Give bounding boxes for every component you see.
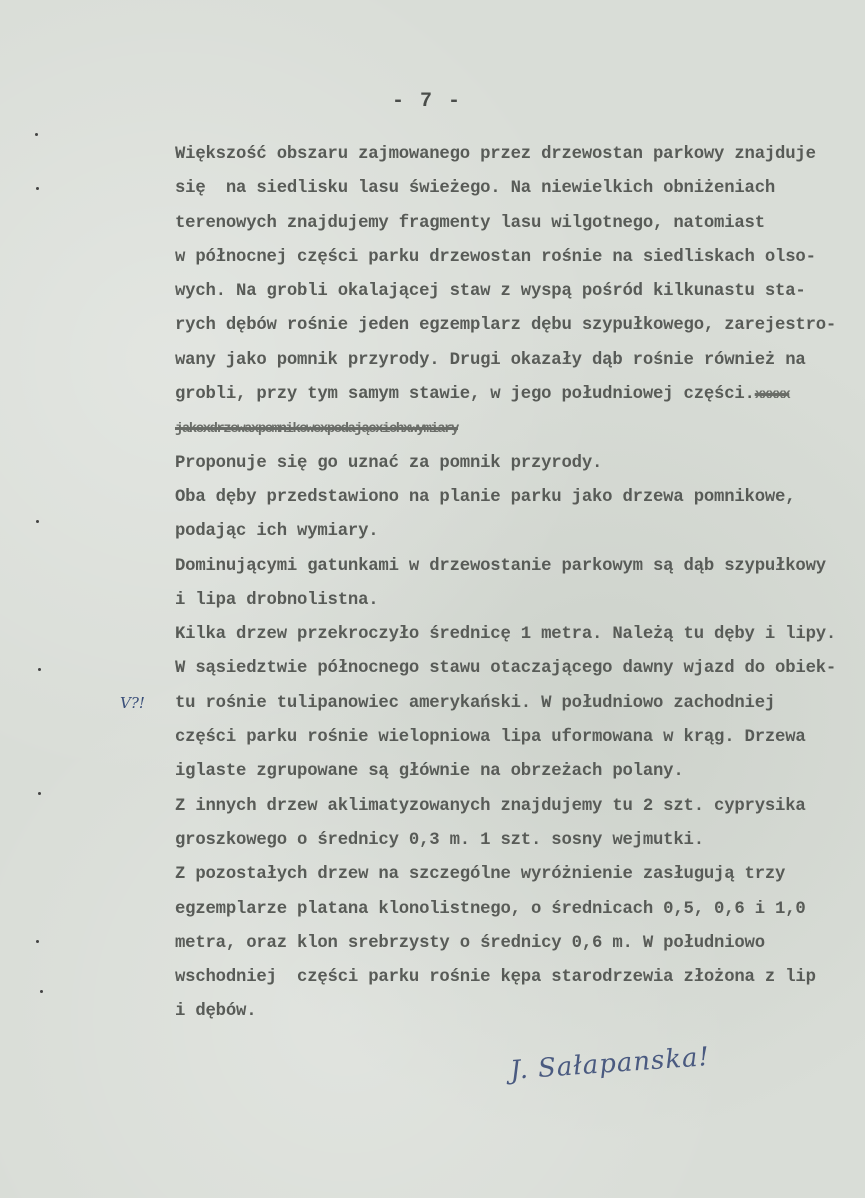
text-line: w północnej części parku drzewostan rośnie na siedliskach olso- [175,247,816,267]
text-line: części parku rośnie wielopniowa lipa uformowana w krąg. Drzewa [175,728,806,748]
text-line: wych. Na grobli okalającej staw z wyspą pośród kilkunastu sta- [175,282,806,302]
margin-dot [36,520,39,523]
text-line: się na siedlisku lasu świeżego. Na niewielkich obniżeniach [175,179,776,199]
text-line: groszkowego o średnicy 0,3 m. 1 szt. sosny wejmutki. [175,830,704,850]
text-line: i lipa drobnolistna. [175,590,379,610]
page-number: - 7 - [392,90,463,113]
text-line: W sąsiedztwie północnego stawu otaczającego dawny wjazd do obiek- [175,659,837,679]
text-line: rych dębów rośnie jeden egzemplarz dębu szypułkowego, zarejestro- [175,316,837,336]
text-line: wschodniej części parku rośnie kępa starodrzewia złożona z lip [175,968,816,988]
text-line: Z pozostałych drzew na szczególne wyróżnienie zasługują trzy [175,865,786,885]
text-line: Z innych drzew aklimatyzowanych znajdujemy tu 2 szt. cyprysika [175,796,806,816]
margin-dot [38,668,41,671]
handwritten-note: V?! [120,694,145,712]
margin-dot [36,187,39,190]
text-line: Większość obszaru zajmowanego przez drzewostan parkowy znajduje [175,145,816,164]
struck-text: jakoxdrzewaxpomnikowexpodającxichxwymiary [175,421,458,438]
text-line: egzemplarze platana klonolistnego, o średnicach 0,5, 0,6 i 1,0 [175,899,806,919]
text-line: metra, oraz klon srebrzysty o średnicy 0,6 m. W południowo [175,933,765,953]
text-line [175,416,855,450]
struck-text: xxxxx [754,387,790,404]
margin-dot [35,133,38,136]
text-line [175,382,855,416]
text-line: terenowych znajdujemy fragmenty lasu wilgotnego, natomiast [175,213,765,233]
handwritten-signature: J. Sałapanska! [509,1042,711,1086]
text-line: tu rośnie tulipanowiec amerykański. W południowo zachodniej [175,693,776,713]
text-line: podając ich wymiary. [175,522,379,542]
margin-dot [38,792,41,795]
text-line: Proponuje się go uznać za pomnik przyrody. [175,453,603,473]
text-line: wany jako pomnik przyrody. Drugi okazały dąb rośnie również na [175,350,806,370]
margin-dot [40,990,43,993]
typewritten-text [175,142,855,1034]
text-line: Dominującymi gatunkami w drzewostanie parkowym są dąb szypułkowy [175,556,826,576]
text-line: i dębów. [175,1002,257,1022]
margin-dot [36,940,39,943]
text-line-content: grobli, przy tym samym stawie, w jego południowej części. [175,385,755,405]
text-line: Oba dęby przedstawiono na planie parku jako drzewa pomnikowe, [175,487,796,507]
text-line: Kilka drzew przekroczyło średnicę 1 metra. Należą tu dęby i lipy. [175,625,837,645]
text-line: iglaste zgrupowane są głównie na obrzeżach polany. [175,762,684,782]
